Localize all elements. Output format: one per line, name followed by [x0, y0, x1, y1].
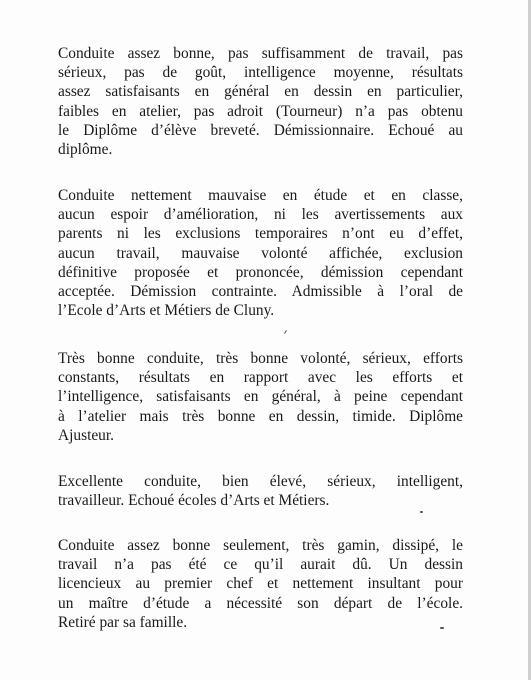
text-line: Ajusteur. — [58, 426, 115, 444]
text-line: Conduite assez bonne seulement, très gamin, dissipé, le — [58, 537, 463, 554]
text-line: définitive proposée et prononcée, démission cependant — [58, 263, 463, 281]
scan-speck — [284, 330, 287, 334]
text-line: aucun espoir d’amélioration, ni les avertissements aux — [58, 206, 463, 224]
text-line: l’Ecole d’Arts et Métiers de Cluny. — [58, 302, 275, 320]
scan-speck — [440, 627, 444, 629]
paragraph-3 — [58, 349, 463, 445]
text-line: diplôme. — [58, 141, 113, 159]
text-line: aucun travail, mauvaise volonté affichée, exclusion — [58, 244, 463, 262]
text-line: constants, résultats en rapport avec les efforts et — [58, 369, 463, 387]
text-line: travail n’a pas été ce qu’il aurait dû. Un dessin — [58, 556, 463, 574]
text-line: licencieux au premier chef et nettement insultant pour — [58, 575, 463, 593]
text-line: l’intelligence, satisfaisants en général, à peine cependant — [58, 388, 463, 406]
text-line: à l’atelier mais très bonne en dessin, timide. Diplôme — [58, 407, 463, 425]
text-line: le Diplôme d’élève breveté. Démissionnaire. Echoué au — [58, 121, 463, 139]
text-line: sérieux, pas de goût, intelligence moyenne, résultats — [58, 64, 463, 82]
text-line: travailleur. Echoué écoles d’Arts et Métiers. — [58, 492, 330, 510]
text-line: acceptée. Démission contrainte. Admissible à l’oral de — [58, 283, 463, 301]
text-line: un maître d’étude a nécessité son départ de l’école. — [58, 594, 463, 612]
text-line: Conduite assez bonne, pas suffisamment de travail, pas — [58, 45, 463, 62]
paragraph-4 — [58, 472, 463, 510]
text-line: assez satisfaisants en général en dessin en particulier, — [58, 83, 463, 101]
scan-speck — [420, 511, 423, 513]
paragraph-1 — [58, 44, 463, 159]
text-line: Excellente conduite, bien élevé, sérieux, intelligent, — [58, 473, 463, 490]
paragraph-5 — [58, 536, 463, 632]
text-line: faibles en atelier, pas adroit (Tourneur) n’a pas obtenu — [58, 102, 463, 120]
text-line: parents ni les exclusions temporaires n’ont eu d’effet, — [58, 225, 463, 243]
paragraph-2 — [58, 186, 463, 320]
text-line: Très bonne conduite, très bonne volonté, sérieux, efforts — [58, 350, 463, 367]
text-line: Retiré par sa famille. — [58, 613, 188, 631]
text-line: Conduite nettement mauvaise en étude et en classe, — [58, 187, 463, 204]
